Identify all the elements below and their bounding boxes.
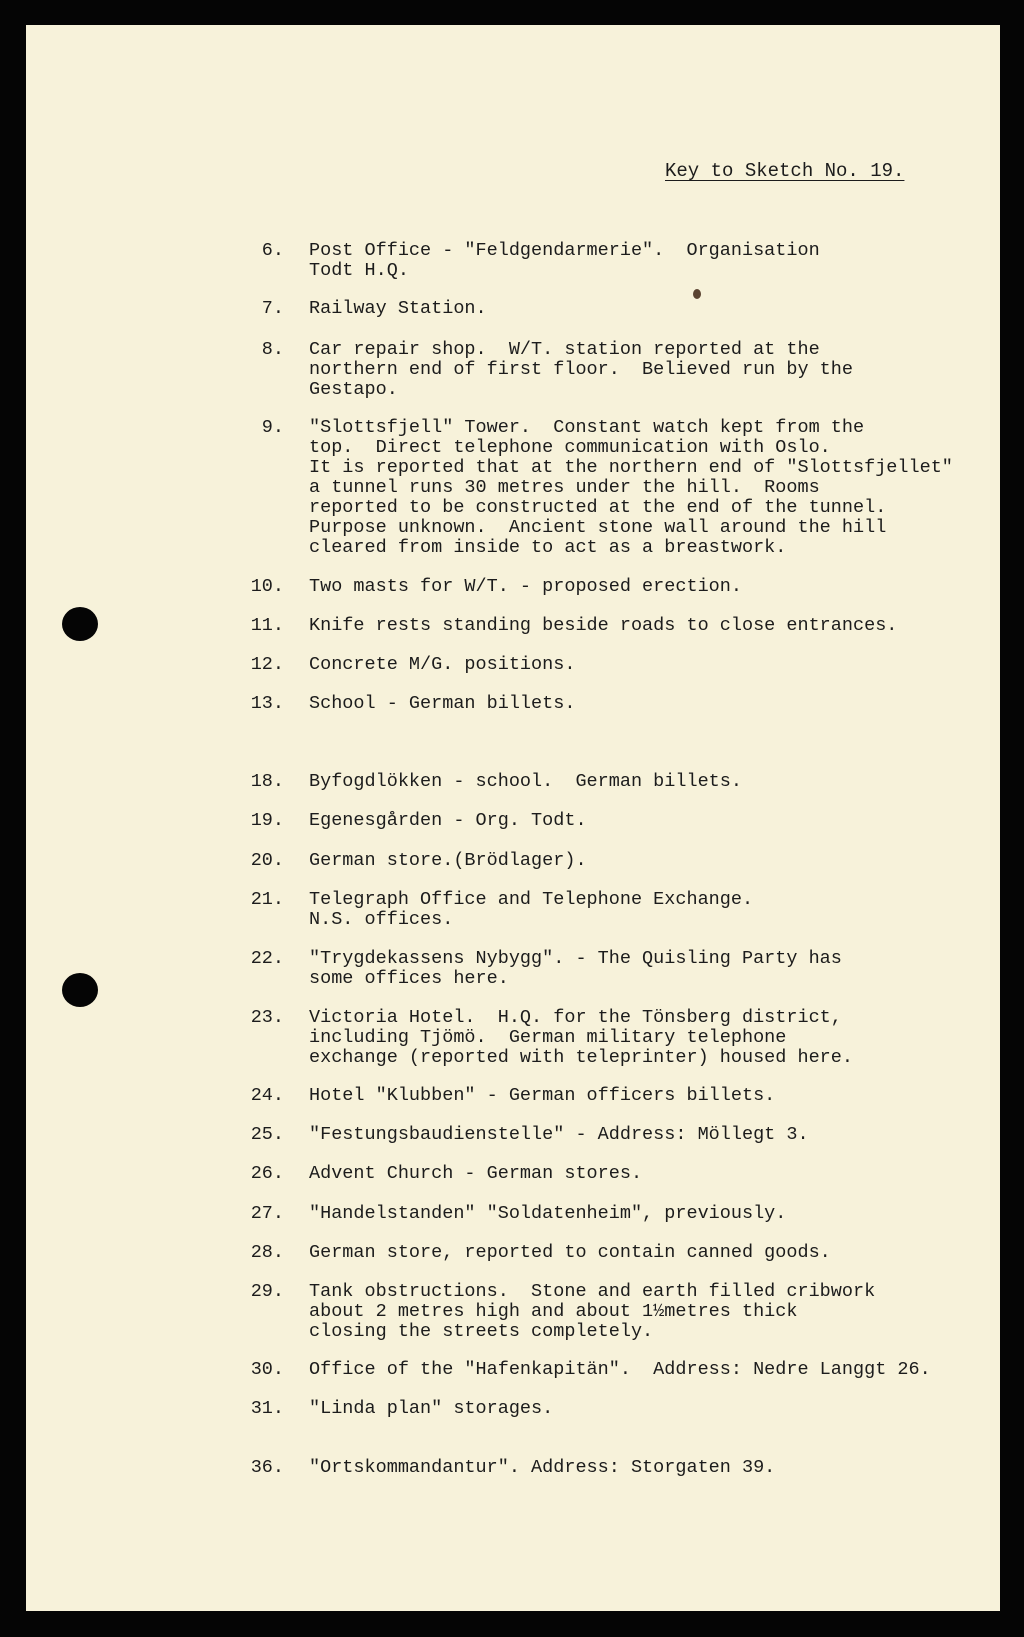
entry-text — [309, 1399, 553, 1419]
entry-number: 9. — [261, 417, 284, 438]
entry-text — [309, 772, 742, 792]
entry-number: 25. — [250, 1124, 284, 1145]
entry-text — [309, 851, 587, 871]
entry-line: Gestapo. — [309, 379, 398, 400]
entry-number: 19. — [250, 810, 284, 831]
entry-line: Two masts for W/T. - proposed erection. — [309, 576, 742, 597]
entry-text — [309, 890, 753, 930]
ink-speck — [693, 289, 701, 299]
entry-text — [309, 418, 953, 558]
entry-number: 29. — [250, 1281, 284, 1302]
entry-line: closing the streets completely. — [309, 1321, 654, 1342]
entry-line: "Trygdekassens Nybygg". - The Quisling Party has — [309, 948, 842, 969]
entry-text — [309, 811, 587, 831]
entry-line: German store, reported to contain canned goods. — [309, 1242, 831, 1263]
entry-number: 24. — [250, 1085, 284, 1106]
entry-line: a tunnel runs 30 metres under the hill. Rooms — [309, 477, 820, 498]
entry-text — [309, 694, 575, 714]
entry-number: 13. — [250, 693, 284, 714]
entry-line: exchange (reported with teleprinter) housed here. — [309, 1047, 853, 1068]
entry-number: 27. — [250, 1203, 284, 1224]
entry-text — [309, 1164, 642, 1184]
entry-number: 6. — [261, 240, 284, 261]
entry-number: 18. — [250, 771, 284, 792]
entry-line: Railway Station. — [309, 298, 487, 319]
entry-number: 7. — [261, 298, 284, 319]
entry-line: Hotel "Klubben" - German officers billets. — [309, 1085, 776, 1106]
entry-number: 8. — [261, 339, 284, 360]
entry-line: Victoria Hotel. H.Q. for the Tönsberg district, — [309, 1007, 842, 1028]
entry-text — [309, 1282, 875, 1342]
entry-line: Office of the "Hafenkapitän". Address: Nedre Langgt 26. — [309, 1359, 931, 1380]
entry-line: Telegraph Office and Telephone Exchange. — [309, 889, 754, 910]
entry-number: 31. — [250, 1398, 284, 1419]
entry-text — [309, 1008, 853, 1068]
entry-line: "Festungsbaudienstelle" - Address: Möllegt 3. — [309, 1124, 809, 1145]
entry-line: Concrete M/G. positions. — [309, 654, 576, 675]
entry-line: Knife rests standing beside roads to close entrances. — [309, 615, 898, 636]
entry-line: Tank obstructions. Stone and earth filled cribwork — [309, 1281, 876, 1302]
document-page — [26, 25, 1000, 1611]
entry-line: "Slottsfjell" Tower. Constant watch kept from the — [309, 417, 865, 438]
entry-number: 23. — [250, 1007, 284, 1028]
entry-line: "Handelstanden" "Soldatenheim", previously. — [309, 1203, 787, 1224]
entry-text — [309, 616, 897, 636]
entry-line: Advent Church - German stores. — [309, 1163, 643, 1184]
entry-text — [309, 1086, 775, 1106]
entry-text — [309, 1125, 809, 1145]
entry-text — [309, 949, 842, 989]
entry-line: reported to be constructed at the end of the tunnel. — [309, 497, 887, 518]
entry-line: Egenesgården - Org. Todt. — [309, 810, 587, 831]
entry-number: 12. — [250, 654, 284, 675]
entry-line: It is reported that at the northern end of "Slottsfjellet" — [309, 457, 953, 478]
entry-line: northern end of first floor. Believed run by the — [309, 359, 853, 380]
entry-line: "Ortskommandantur". Address: Storgaten 39. — [309, 1457, 776, 1478]
entry-line: Post Office - "Feldgendarmerie". Organisation — [309, 240, 820, 261]
entry-text — [309, 299, 487, 319]
entry-number: 36. — [250, 1457, 284, 1478]
entry-text — [309, 655, 575, 675]
entry-text — [309, 340, 853, 400]
entry-text — [309, 1458, 775, 1478]
entry-line: School - German billets. — [309, 693, 576, 714]
entry-number: 10. — [250, 576, 284, 597]
entry-number: 26. — [250, 1163, 284, 1184]
entry-line: N.S. offices. — [309, 909, 454, 930]
punch-hole — [62, 607, 98, 641]
entry-text — [309, 1204, 786, 1224]
entry-number: 11. — [250, 615, 284, 636]
entry-number: 28. — [250, 1242, 284, 1263]
entry-line: "Linda plan" storages. — [309, 1398, 554, 1419]
entry-text — [309, 577, 742, 597]
entry-line: top. Direct telephone communication with Oslo. — [309, 437, 831, 458]
entry-text — [309, 241, 820, 281]
page-heading: Key to Sketch No. 19. — [665, 160, 905, 182]
entry-number: 22. — [250, 948, 284, 969]
entry-number: 21. — [250, 889, 284, 910]
entry-number: 20. — [250, 850, 284, 871]
entry-text — [309, 1243, 831, 1263]
punch-hole — [62, 973, 98, 1007]
entry-line: German store.(Brödlager). — [309, 850, 587, 871]
entry-line: including Tjömö. German military telephone — [309, 1027, 787, 1048]
entry-line: Byfogdlökken - school. German billets. — [309, 771, 742, 792]
entry-line: about 2 metres high and about 1½metres thick — [309, 1301, 798, 1322]
entry-line: some offices here. — [309, 968, 509, 989]
entry-line: Todt H.Q. — [309, 260, 409, 281]
entry-line: Car repair shop. W/T. station reported at the — [309, 339, 820, 360]
entry-line: cleared from inside to act as a breastwork. — [309, 537, 787, 558]
entry-text — [309, 1360, 931, 1380]
entry-line: Purpose unknown. Ancient stone wall around the hill — [309, 517, 887, 538]
entry-number: 30. — [250, 1359, 284, 1380]
